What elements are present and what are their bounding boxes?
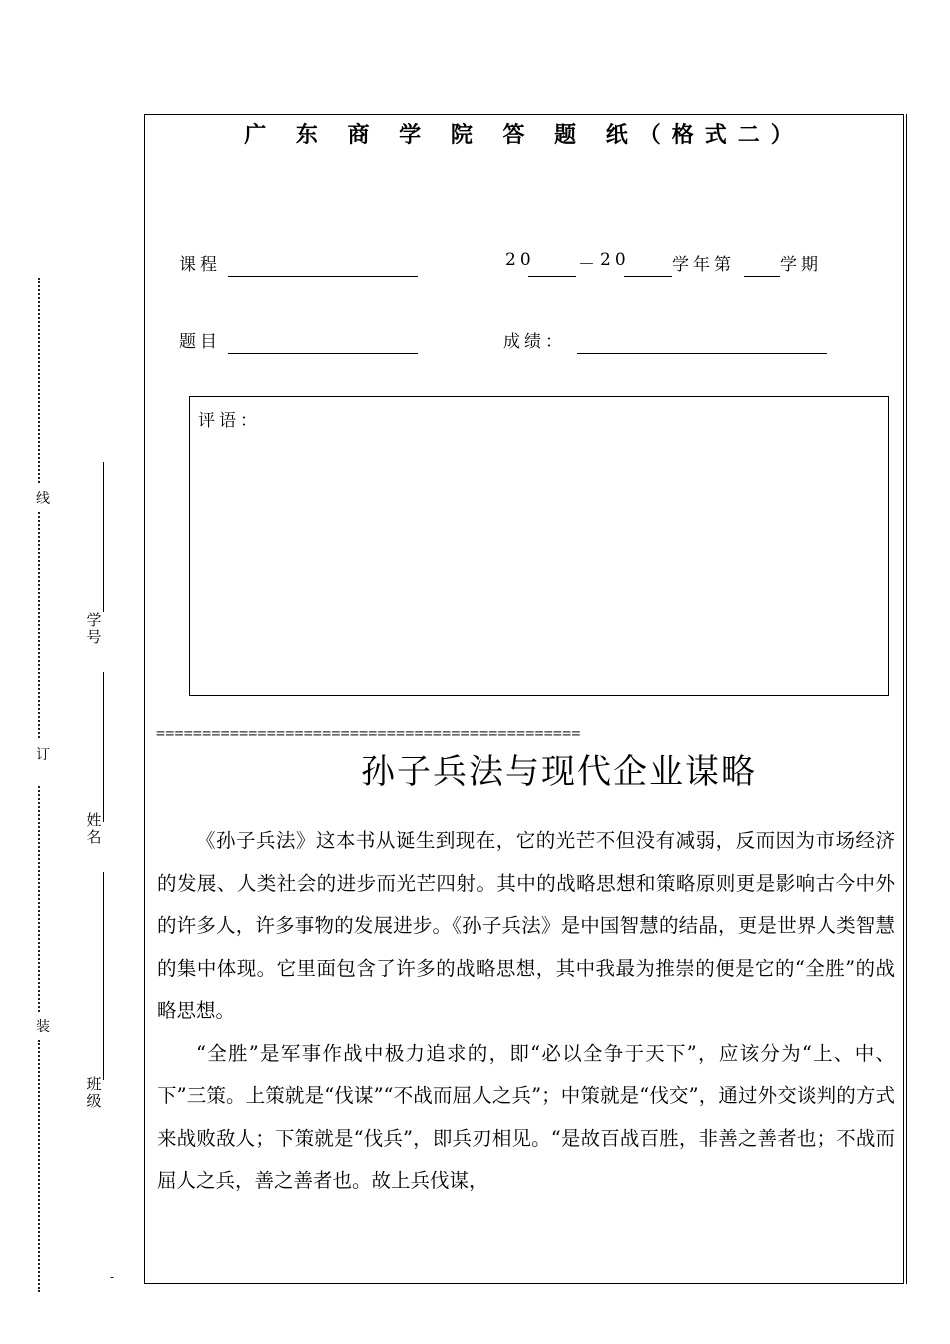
score-field[interactable] [577, 353, 827, 354]
frame-right-border [906, 114, 907, 1284]
binding-ding-char: 订 [36, 747, 50, 763]
sheet-title: 广 东 商 学 院 答 题 纸（格式二） [244, 122, 804, 148]
topic-field[interactable] [228, 353, 418, 354]
year-start-prefix: 20 [505, 250, 535, 270]
student-id-line[interactable] [103, 462, 104, 612]
topic-label: 题目 [179, 332, 221, 352]
evaluation-box[interactable] [189, 396, 889, 696]
essay-paragraph: 《孙子兵法》这本书从诞生到现在，它的光芒不但没有减弱，反而因为市场经济的发展、人类社会的进步而光芒四射。其中的战略思想和策略原则更是影响古今中外的许多人，许多事物的发展进步。《孙子兵法》是中国智慧的结晶，更是世界人类智慧的集中体现。它里面包含了许多的战略思想，其中我最为推崇的便是它的“全胜”的战略思想。 [157, 829, 895, 1022]
binding-zhuang-char: 装 [36, 1019, 50, 1035]
binding-dotted-line [38, 278, 40, 483]
binding-dotted-line [38, 512, 40, 738]
binding-line-char: 线 [36, 491, 50, 507]
term-label: 学期 [780, 255, 822, 275]
class-line[interactable] [103, 872, 104, 1080]
essay-body [157, 820, 895, 1203]
binding-dotted-line [38, 786, 40, 1012]
academic-year-label: 学年第 [672, 255, 735, 275]
year-separator: － [578, 255, 599, 275]
year-start-field[interactable] [528, 276, 576, 277]
course-label: 课程 [179, 255, 221, 275]
margin-dash: - [110, 1270, 115, 1284]
year-end-field[interactable] [624, 276, 672, 277]
year-end-prefix: 20 [600, 250, 630, 270]
essay-title: 孙子兵法与现代企业谋略 [361, 752, 757, 792]
class-label: 班级 [86, 1075, 102, 1110]
evaluation-label: 评语： [198, 411, 261, 431]
student-id-label: 学号 [86, 611, 102, 646]
binding-dotted-line [38, 1040, 40, 1292]
essay-paragraph: “全胜”是军事作战中极力追求的，即“必以全争于天下”，应该分为“上、中、下”三策。上策就是“伐谋”“不战而屈人之兵”；中策就是“伐交”，通过外交谈判的方式来战败敌人；下策就是“伐兵”，即兵刃相见。“是故百战百胜，非善之善者也；不战而屈人之兵，善之善者也。故上兵伐谋， [157, 1041, 895, 1192]
score-label: 成绩： [503, 332, 566, 352]
name-line[interactable] [103, 672, 104, 822]
separator-line: ============================================== [156, 724, 581, 742]
name-label: 姓名 [86, 811, 102, 846]
course-field[interactable] [228, 276, 418, 277]
term-field[interactable] [744, 276, 780, 277]
